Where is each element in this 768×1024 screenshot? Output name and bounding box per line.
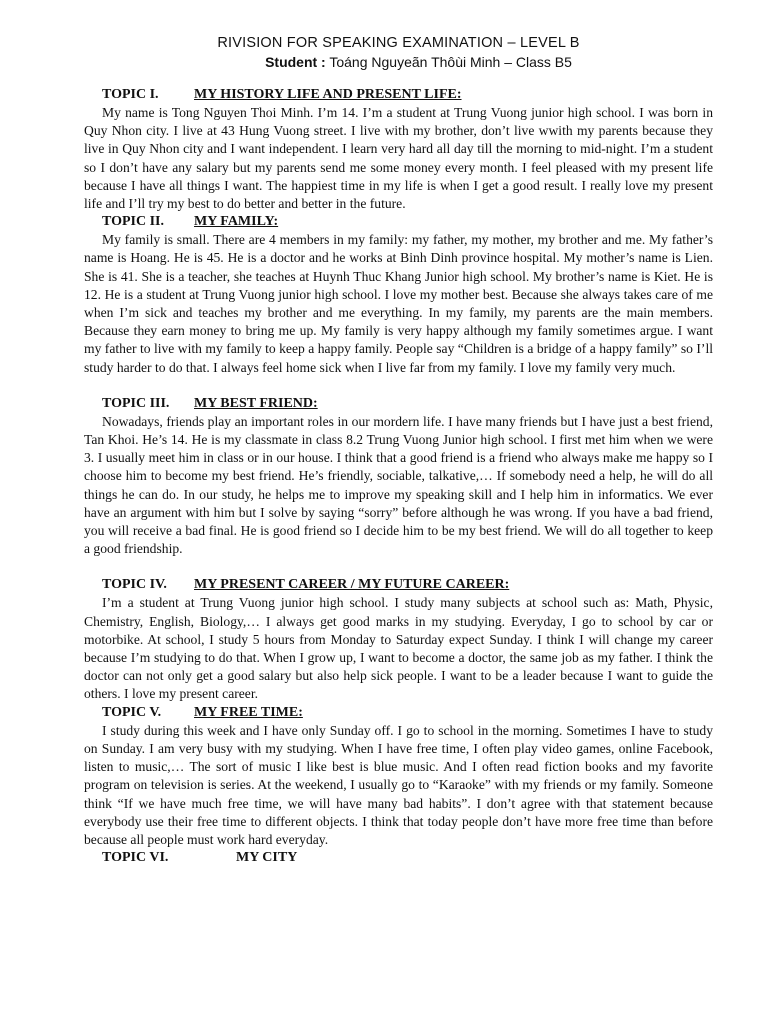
topic-body-5: I study during this week and I have only Sunday off. I go to school in the morning. Sometimes I have to study on Sunday. I am very busy with my studying. When I have free time, I often play video games, online Facebook, listen to music,… The sort of music I like best is blue music. And I often read fiction books and my favorite program on television is series. At the weekend, I usually go to “Karaoke” with my friends or my family. Someone think “If we have much free time, we will have many bad habits”. I don’t agree with that statement because everybody use their free time to different objects. I think that today people don’t have more free time than before because all people must work hard everyday.: [84, 722, 713, 847]
topic-title: MY FAMILY:: [194, 214, 279, 230]
topic-number: TOPIC IV.: [102, 577, 167, 593]
topic-number: TOPIC I.: [102, 87, 159, 102]
topic-heading-4: [84, 576, 713, 594]
topic-number: TOPIC V.: [102, 704, 162, 720]
student-label: Student :: [265, 54, 326, 70]
spacer: [84, 558, 713, 576]
topic-body-4: I’m a student at Trung Vuong junior high school. I study many subjects at school such as: Math, Physic, Chemistry, English, Biology,… I always get good marks in my studying. Everyday, I go to school by car or motorbike. At school, I study 5 hours from Monday to Saturday expect Sunday. I think I will change my career because I’m studying to do that. When I grow up, I want to become a doctor, the same job as my father. I think the doctor can not only get a good salary but also help sick people. I want to be a leader because I want to guide the others. I love my present career.: [84, 595, 713, 702]
topic-title: MY BEST FRIEND:: [194, 395, 318, 411]
topic-body-3: Nowadays, friends play an important roles in our mordern life. I have many friends but I have just a best friend, Tan Khoi. He’s 14. He is my classmate in class 8.2 Trung Vuong Junior high school. I first met him when we were 3. I usually meet him in class or in our house. I think that a good friend is a friend who always make me happy so I choose him to become my best friend. He’s friendly, sociable, talkative,… If somebody need a help, he will do all things he can do. In our study, he helps me to improve my speaking skill and I help him in informatics. We ever have an argument with him but I solve by saying “sorry” before although he was wrong. If you have a bad friend, you will receive a bad final. He is good friend so I decide him to be my best friend. We will do all together to keep a good friendship.: [84, 413, 713, 557]
topic-heading-5: [84, 704, 713, 722]
document-page: [84, 34, 713, 867]
topic-number: TOPIC VI.: [102, 850, 169, 866]
student-name: Toáng Nguyeãn Thôùi Minh – Class B5: [329, 54, 572, 70]
spacer: [84, 377, 713, 395]
topic-heading-3: [84, 395, 713, 413]
topic-heading-6: [84, 849, 713, 867]
topic-body-2: My family is small. There are 4 members in my family: my father, my mother, my brother and me. My father’s name is Hoang. He is 45. He is a doctor and he works at Binh Dinh province hospital. My mother’s name is Lien. She is 41. She is a teacher, she teaches at Huynh Thuc Khang Junior high school. My brother’s name is Kiet. He is 12. He is a student at Trung Vuong junior high school. I love my mother best. Because she always takes care of me when I’m sick and teaches my brother and me everything. In my family, my parents are the main members. Because they earn money to bring me up. My family is very happy although my family sometimes argue. I want my father to live with my family to keep a happy family. People say “Children is a bridge of a happy family” so I’ll study harder to do that. I always feel home sick when I live far from my family. I love my family very much.: [84, 232, 713, 375]
document-title: RIVISION FOR SPEAKING EXAMINATION – LEVEL B: [217, 35, 580, 51]
topic-title: MY CITY: [236, 850, 298, 866]
topic-title: MY FREE TIME:: [194, 704, 303, 720]
topic-body-1: My name is Tong Nguyen Thoi Minh. I’m 14. I’m a student at Trung Vuong junior high school. I was born in Quy Nhon city. I live at 43 Hung Vuong street. I live with my brother, don’t live wwith my parents because they live in Quy Nhon city and I want independent. I learn very hard all day till the morning to mid-night. I’m a student so I don’t have any salary but my parents send me some money every month. I feel pleased with my present life because I have all things I want. The happiest time in my life is when I get a good result. I really love my present life and I’ll try my best to do better and better in the future.: [84, 105, 713, 212]
topic-number: TOPIC II.: [102, 214, 164, 230]
student-line: [124, 53, 713, 72]
topic-title: MY HISTORY LIFE AND PRESENT LIFE:: [194, 87, 462, 102]
topic-heading-1: [84, 86, 713, 104]
topic-number: TOPIC III.: [102, 395, 170, 411]
topic-title: MY PRESENT CAREER / MY FUTURE CAREER:: [194, 577, 510, 593]
topic-heading-2: [84, 213, 713, 231]
